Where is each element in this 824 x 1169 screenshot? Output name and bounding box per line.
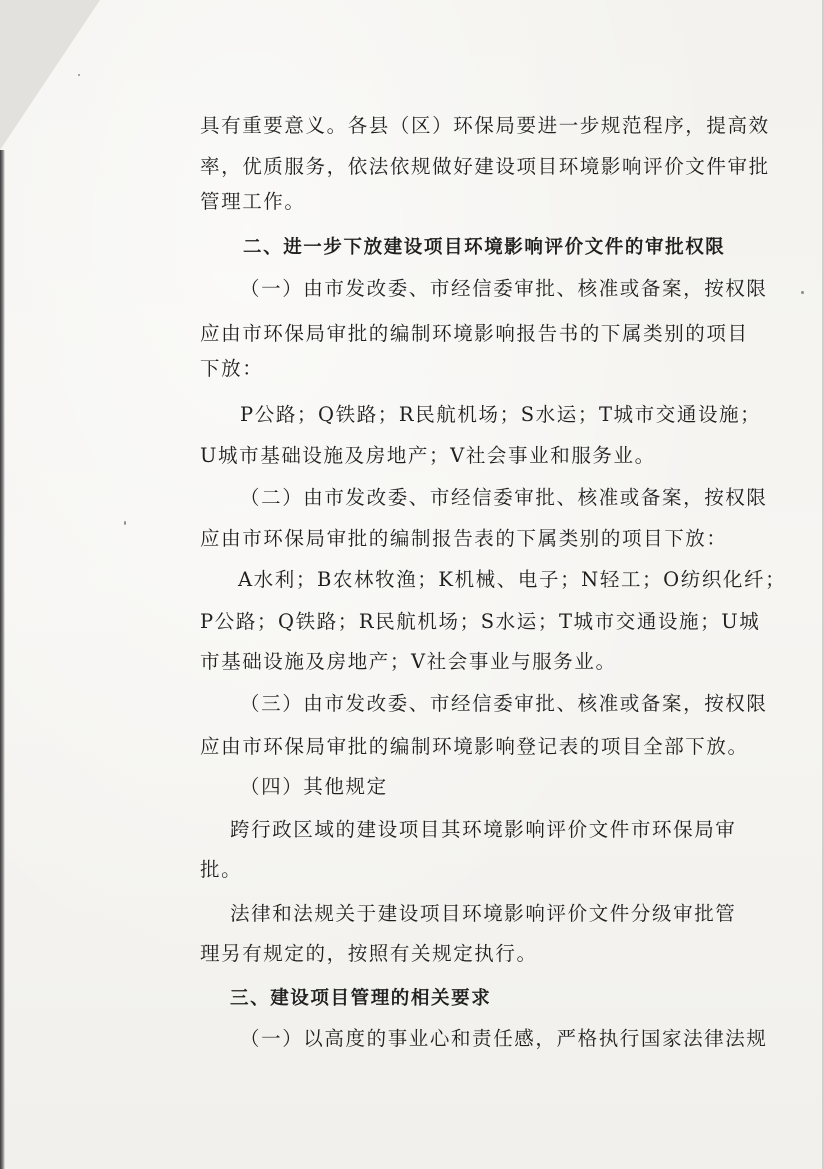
- text-line: A水利；B农林牧渔；K机械、电子；N轻工；O纺织化纤；: [238, 568, 787, 591]
- text-line: 应由市环保局审批的编制环境影响报告书的下属类别的项目: [200, 322, 749, 345]
- text-line: 法律和法规关于建设项目环境影响评价文件分级审批管: [230, 902, 737, 925]
- scan-speck: [124, 521, 126, 525]
- section-heading: 二、进一步下放建设项目环境影响评价文件的审批权限: [243, 237, 726, 258]
- text-line: P公路；Q铁路；R民航机场；S水运；T城市交通设施；: [240, 403, 762, 426]
- text-line: 率，优质服务，依法依规做好建设项目环境影响评价文件审批: [200, 155, 770, 178]
- subsection-heading: （四）其他规定: [240, 775, 388, 798]
- text-line: （一）由市发改委、市经信委审批、核准或备案，按权限: [240, 277, 768, 300]
- section-heading: 三、建设项目管理的相关要求: [230, 988, 492, 1009]
- scan-speck: [78, 74, 80, 76]
- text-line: 具有重要意义。各县（区）环保局要进一步规范程序，提高效: [200, 114, 770, 137]
- text-line: 理另有规定的，按照有关规定执行。: [200, 942, 538, 965]
- text-line: 市基础设施及房地产；V社会事业与服务业。: [200, 650, 617, 673]
- text-line: （三）由市发改委、市经信委审批、核准或备案，按权限: [240, 692, 768, 715]
- text-line: （二）由市发改委、市经信委审批、核准或备案，按权限: [240, 486, 768, 509]
- text-line: （一）以高度的事业心和责任感，严格执行国家法律法规: [240, 1027, 768, 1050]
- text-line: 下放：: [200, 357, 264, 380]
- folded-corner: [0, 0, 100, 150]
- text-line: P公路；Q铁路；R民航机场；S水运；T城市交通设施；U城: [200, 610, 761, 633]
- text-line: 管理工作。: [200, 190, 306, 213]
- scan-edge-shadow: [0, 150, 5, 1169]
- text-line: 批。: [200, 858, 243, 881]
- scan-speck: [801, 291, 804, 294]
- text-line: U城市基础设施及房地产；V社会事业和服务业。: [200, 444, 656, 467]
- text-line: 跨行政区域的建设项目其环境影响评价文件市环保局审: [230, 818, 737, 841]
- text-line: 应由市环保局审批的编制报告表的下属类别的项目下放：: [200, 527, 728, 550]
- text-line: 应由市环保局审批的编制环境影响登记表的项目全部下放。: [200, 735, 749, 758]
